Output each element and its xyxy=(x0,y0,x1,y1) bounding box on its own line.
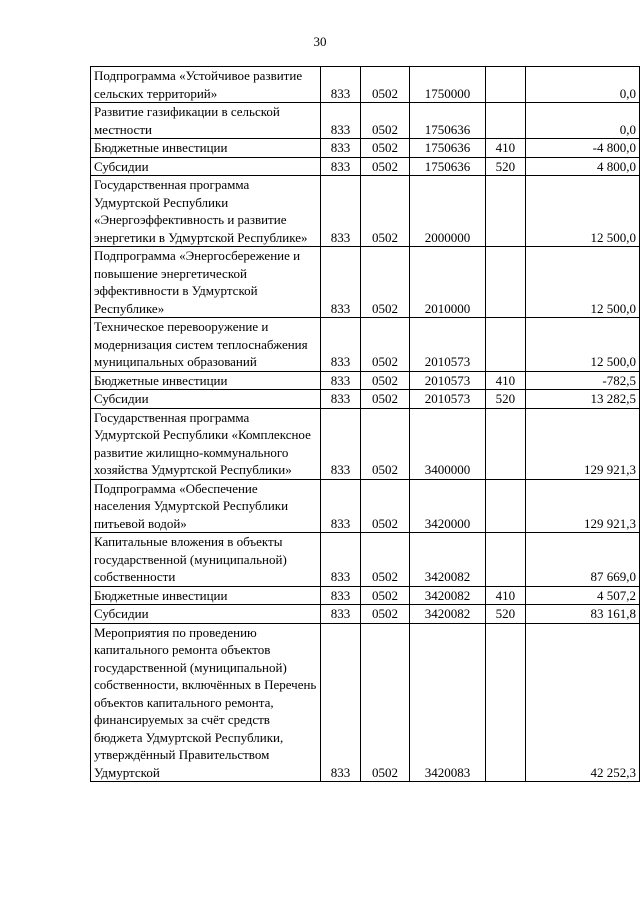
table-row xyxy=(91,247,640,318)
row-target-article-cell: 3420000 xyxy=(410,479,485,533)
row-section-cell: 0502 xyxy=(360,67,410,103)
table-row xyxy=(91,67,640,103)
row-ved-cell: 833 xyxy=(321,533,361,587)
row-section-cell: 0502 xyxy=(360,371,410,390)
row-name-cell: Субсидии xyxy=(91,157,321,176)
table-row xyxy=(91,371,640,390)
row-section-cell: 0502 xyxy=(360,176,410,247)
row-section-cell: 0502 xyxy=(360,247,410,318)
row-name-cell: Капитальные вложения в объекты государственной (муниципальной) собственности xyxy=(91,533,321,587)
row-expense-type-cell xyxy=(485,103,526,139)
row-name-cell: Подпрограмма «Устойчивое развитие сельских территорий» xyxy=(91,67,321,103)
row-name-cell: Государственная программа Удмуртской Республики «Энергоэффективность и развитие энергетики в Удмуртской Республике» xyxy=(91,176,321,247)
row-name-cell: Мероприятия по проведению капитального ремонта объектов государственной (муниципальной) собственности, включённых в Перечень объектов капитального ремонта, финансируемых за счёт средств бюджета Удмуртской Республики, утверждённый Правительством Удмуртской xyxy=(91,623,321,782)
row-expense-type-cell: 410 xyxy=(485,139,526,158)
row-target-article-cell: 3420082 xyxy=(410,586,485,605)
row-section-cell: 0502 xyxy=(360,157,410,176)
row-ved-cell: 833 xyxy=(321,586,361,605)
row-name-cell: Субсидии xyxy=(91,605,321,624)
row-amount-cell: 129 921,3 xyxy=(526,479,640,533)
row-target-article-cell: 2010573 xyxy=(410,390,485,409)
row-name-cell: Бюджетные инвестиции xyxy=(91,371,321,390)
row-amount-cell: 13 282,5 xyxy=(526,390,640,409)
table-row xyxy=(91,176,640,247)
budget-table xyxy=(90,66,640,782)
row-target-article-cell: 3420082 xyxy=(410,533,485,587)
row-expense-type-cell xyxy=(485,533,526,587)
table-row xyxy=(91,533,640,587)
table-row xyxy=(91,479,640,533)
row-amount-cell: 4 800,0 xyxy=(526,157,640,176)
row-name-cell: Государственная программа Удмуртской Республики «Комплексное развитие жилищно-коммунального хозяйства Удмуртской Республики» xyxy=(91,408,321,479)
row-expense-type-cell xyxy=(485,67,526,103)
row-target-article-cell: 2010000 xyxy=(410,247,485,318)
row-target-article-cell: 1750636 xyxy=(410,157,485,176)
row-section-cell: 0502 xyxy=(360,390,410,409)
row-ved-cell: 833 xyxy=(321,139,361,158)
row-section-cell: 0502 xyxy=(360,623,410,782)
row-ved-cell: 833 xyxy=(321,157,361,176)
row-target-article-cell: 1750636 xyxy=(410,139,485,158)
row-amount-cell: 87 669,0 xyxy=(526,533,640,587)
row-expense-type-cell xyxy=(485,623,526,782)
row-expense-type-cell: 520 xyxy=(485,390,526,409)
row-amount-cell: 129 921,3 xyxy=(526,408,640,479)
table-row xyxy=(91,408,640,479)
row-name-cell: Бюджетные инвестиции xyxy=(91,139,321,158)
row-section-cell: 0502 xyxy=(360,139,410,158)
row-expense-type-cell xyxy=(485,176,526,247)
row-ved-cell: 833 xyxy=(321,479,361,533)
row-name-cell: Подпрограмма «Обеспечение населения Удмуртской Республики питьевой водой» xyxy=(91,479,321,533)
table-row xyxy=(91,103,640,139)
row-section-cell: 0502 xyxy=(360,605,410,624)
row-amount-cell: 12 500,0 xyxy=(526,247,640,318)
row-target-article-cell: 2000000 xyxy=(410,176,485,247)
row-amount-cell: -782,5 xyxy=(526,371,640,390)
page-number: 30 xyxy=(313,34,327,49)
row-ved-cell: 833 xyxy=(321,408,361,479)
row-section-cell: 0502 xyxy=(360,586,410,605)
table-row xyxy=(91,157,640,176)
row-target-article-cell: 3420082 xyxy=(410,605,485,624)
row-ved-cell: 833 xyxy=(321,623,361,782)
row-amount-cell: 4 507,2 xyxy=(526,586,640,605)
row-expense-type-cell: 520 xyxy=(485,157,526,176)
row-expense-type-cell: 410 xyxy=(485,371,526,390)
table-row xyxy=(91,623,640,782)
row-section-cell: 0502 xyxy=(360,479,410,533)
row-ved-cell: 833 xyxy=(321,371,361,390)
row-ved-cell: 833 xyxy=(321,318,361,372)
row-amount-cell: 12 500,0 xyxy=(526,176,640,247)
row-section-cell: 0502 xyxy=(360,408,410,479)
row-name-cell: Субсидии xyxy=(91,390,321,409)
row-target-article-cell: 1750000 xyxy=(410,67,485,103)
row-target-article-cell: 3420083 xyxy=(410,623,485,782)
row-amount-cell: 42 252,3 xyxy=(526,623,640,782)
row-section-cell: 0502 xyxy=(360,103,410,139)
row-name-cell: Бюджетные инвестиции xyxy=(91,586,321,605)
row-expense-type-cell: 520 xyxy=(485,605,526,624)
table-row xyxy=(91,605,640,624)
row-target-article-cell: 2010573 xyxy=(410,371,485,390)
row-amount-cell: 12 500,0 xyxy=(526,318,640,372)
row-target-article-cell: 1750636 xyxy=(410,103,485,139)
row-section-cell: 0502 xyxy=(360,318,410,372)
row-expense-type-cell xyxy=(485,318,526,372)
row-expense-type-cell xyxy=(485,247,526,318)
row-target-article-cell: 2010573 xyxy=(410,318,485,372)
row-name-cell: Техническое перевооружение и модернизация систем теплоснабжения муниципальных образований xyxy=(91,318,321,372)
row-expense-type-cell xyxy=(485,408,526,479)
row-name-cell: Развитие газификации в сельской местности xyxy=(91,103,321,139)
row-section-cell: 0502 xyxy=(360,533,410,587)
row-ved-cell: 833 xyxy=(321,605,361,624)
row-ved-cell: 833 xyxy=(321,67,361,103)
row-expense-type-cell: 410 xyxy=(485,586,526,605)
row-ved-cell: 833 xyxy=(321,390,361,409)
row-expense-type-cell xyxy=(485,479,526,533)
table-row xyxy=(91,586,640,605)
table-row xyxy=(91,139,640,158)
row-ved-cell: 833 xyxy=(321,103,361,139)
budget-table-body xyxy=(91,67,640,782)
row-ved-cell: 833 xyxy=(321,247,361,318)
row-target-article-cell: 3400000 xyxy=(410,408,485,479)
row-ved-cell: 833 xyxy=(321,176,361,247)
row-name-cell: Подпрограмма «Энергосбережение и повышение энергетической эффективности в Удмуртской Республике» xyxy=(91,247,321,318)
table-row xyxy=(91,390,640,409)
table-row xyxy=(91,318,640,372)
row-amount-cell: 0,0 xyxy=(526,103,640,139)
row-amount-cell: 0,0 xyxy=(526,67,640,103)
row-amount-cell: -4 800,0 xyxy=(526,139,640,158)
row-amount-cell: 83 161,8 xyxy=(526,605,640,624)
